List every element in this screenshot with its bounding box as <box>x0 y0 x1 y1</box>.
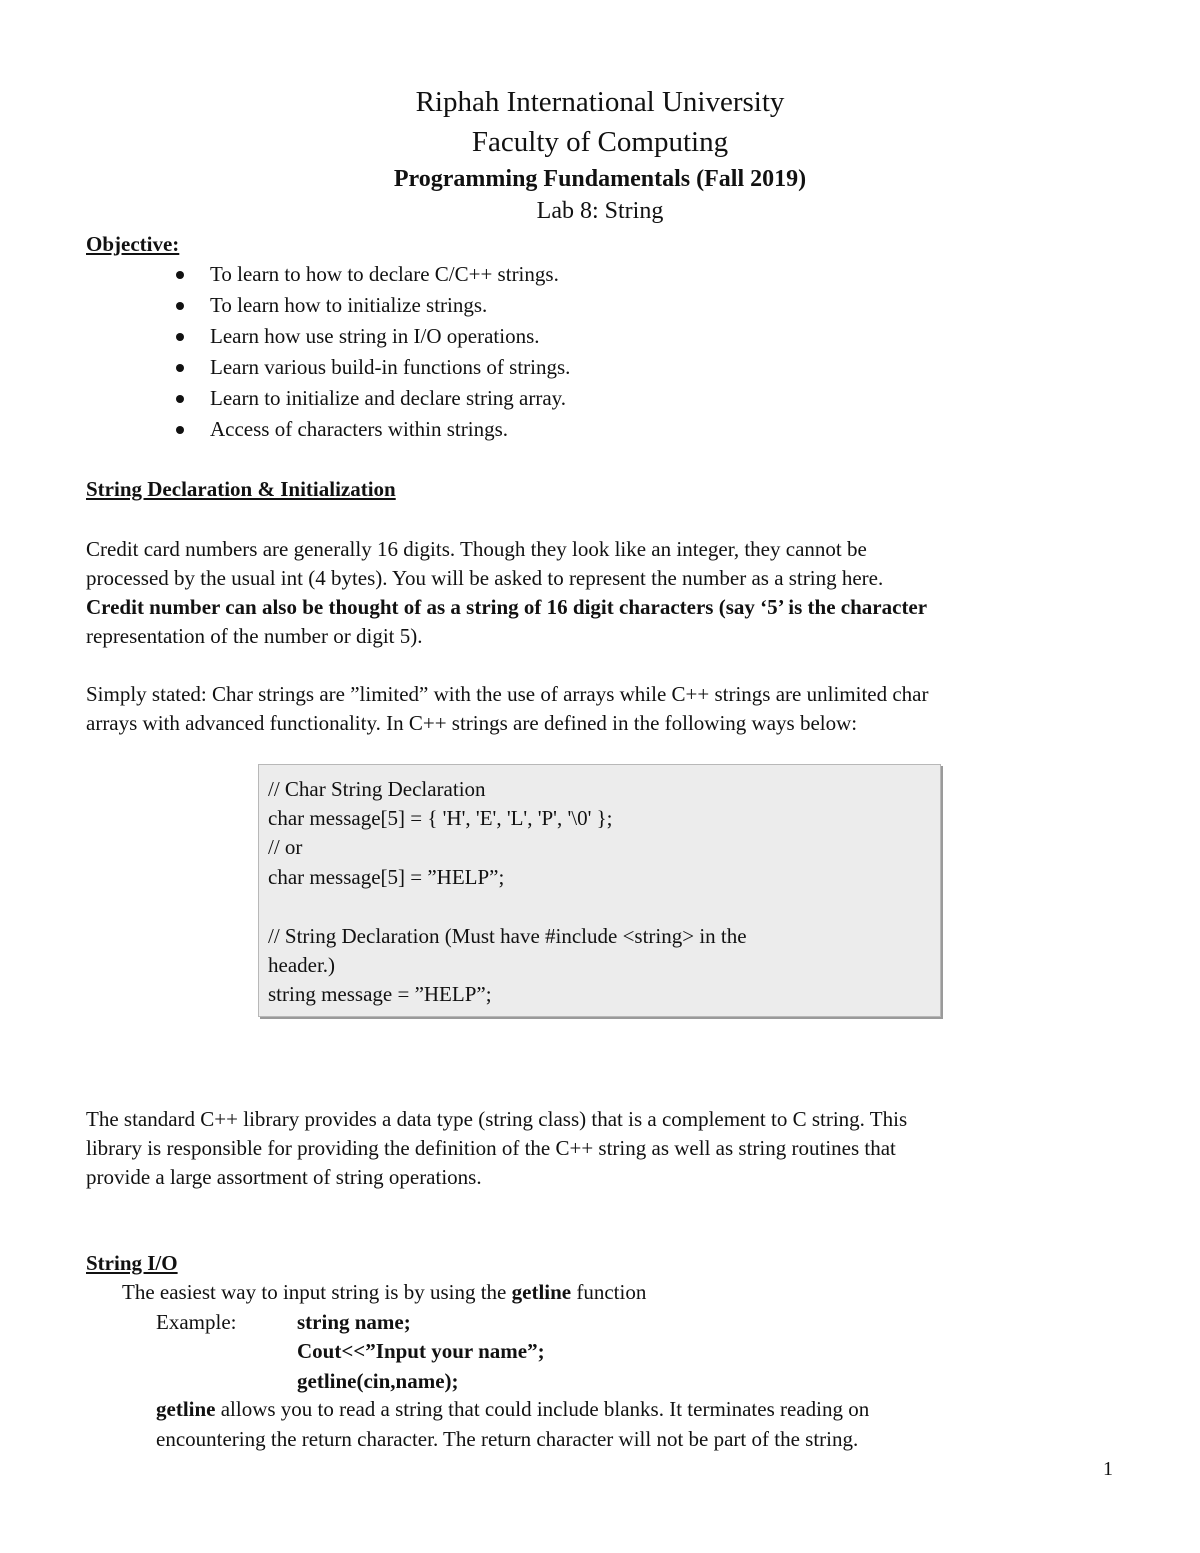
code-example-box <box>258 764 941 1017</box>
paragraph-line: representation of the number or digit 5). <box>86 624 423 648</box>
bullet-icon <box>176 364 184 372</box>
bullet-icon <box>176 333 184 341</box>
list-item-text: To learn how to initialize strings. <box>210 293 488 317</box>
paragraph-line: The standard C++ library provides a data type (string class) that is a complement to C string. This <box>86 1107 908 1131</box>
declaration-heading: String Declaration & Initialization <box>86 477 396 501</box>
example-code-line: getline(cin,name); <box>297 1369 459 1393</box>
code-line: char message[5] = ”HELP”; <box>268 865 505 889</box>
io-intro-keyword: getline <box>511 1280 572 1304</box>
bullet-icon <box>176 426 184 434</box>
io-intro-text <box>122 1280 646 1305</box>
lab-title: Lab 8: String <box>536 198 664 224</box>
getline-description-text: allows you to read a string that could include blanks. It terminates reading on <box>215 1397 870 1421</box>
getline-description-line: encountering the return character. The return character will not be part of the string. <box>156 1427 859 1451</box>
university-title: Riphah International University <box>415 86 785 118</box>
paragraph-line: provide a large assortment of string operations. <box>86 1165 482 1189</box>
example-code-line: Cout<<”Input your name”; <box>297 1339 545 1363</box>
bullet-icon <box>176 271 184 279</box>
paragraph-line: Credit card numbers are generally 16 digits. Though they look like an integer, they cannot be <box>86 537 867 561</box>
list-item-text: Learn to initialize and declare string array. <box>210 386 567 410</box>
paragraph-line: arrays with advanced functionality. In C++ strings are defined in the following ways below: <box>86 711 858 735</box>
course-title: Programming Fundamentals (Fall 2019) <box>393 166 807 192</box>
paragraph-line: Credit number can also be thought of as a string of 16 digit characters (say ‘5’ is the character <box>86 595 928 619</box>
paragraph-line: processed by the usual int (4 bytes). You will be asked to represent the number as a string here. <box>86 566 884 590</box>
bullet-icon <box>176 302 184 310</box>
simply-stated-paragraph <box>86 680 929 738</box>
code-line: // or <box>268 835 303 859</box>
page-number: 1 <box>1103 1458 1113 1480</box>
faculty-title: Faculty of Computing <box>471 126 729 158</box>
getline-description-line <box>156 1397 869 1422</box>
string-io-heading: String I/O <box>86 1251 178 1275</box>
example-label: Example: <box>156 1310 237 1334</box>
code-line: string message = ”HELP”; <box>268 982 492 1006</box>
io-intro-suffix: function <box>571 1280 647 1304</box>
list-item-text: Access of characters within strings. <box>210 417 508 441</box>
bullet-icon <box>176 395 184 403</box>
code-line: // String Declaration (Must have #include <string> in the <box>268 924 747 948</box>
code-line: header.) <box>268 953 336 977</box>
paragraph-line: Simply stated: Char strings are ”limited” with the use of arrays while C++ strings are unlimited char <box>86 682 929 706</box>
code-line: // Char String Declaration <box>268 777 486 801</box>
library-paragraph <box>86 1105 907 1192</box>
paragraph-line: library is responsible for providing the definition of the C++ string as well as string routines that <box>86 1136 896 1160</box>
objective-heading: Objective: <box>86 232 180 256</box>
list-item-text: Learn how use string in I/O operations. <box>210 324 540 348</box>
getline-keyword: getline <box>156 1397 216 1421</box>
code-line: char message[5] = { 'H', 'E', 'L', 'P', '\0' }; <box>268 806 613 830</box>
io-intro-prefix: The easiest way to input string is by using the <box>122 1280 512 1304</box>
list-item-text: To learn to how to declare C/C++ strings. <box>210 262 559 286</box>
example-code-line: string name; <box>297 1310 411 1334</box>
credit-card-paragraph <box>86 535 927 651</box>
list-item-text: Learn various build-in functions of strings. <box>210 355 571 379</box>
